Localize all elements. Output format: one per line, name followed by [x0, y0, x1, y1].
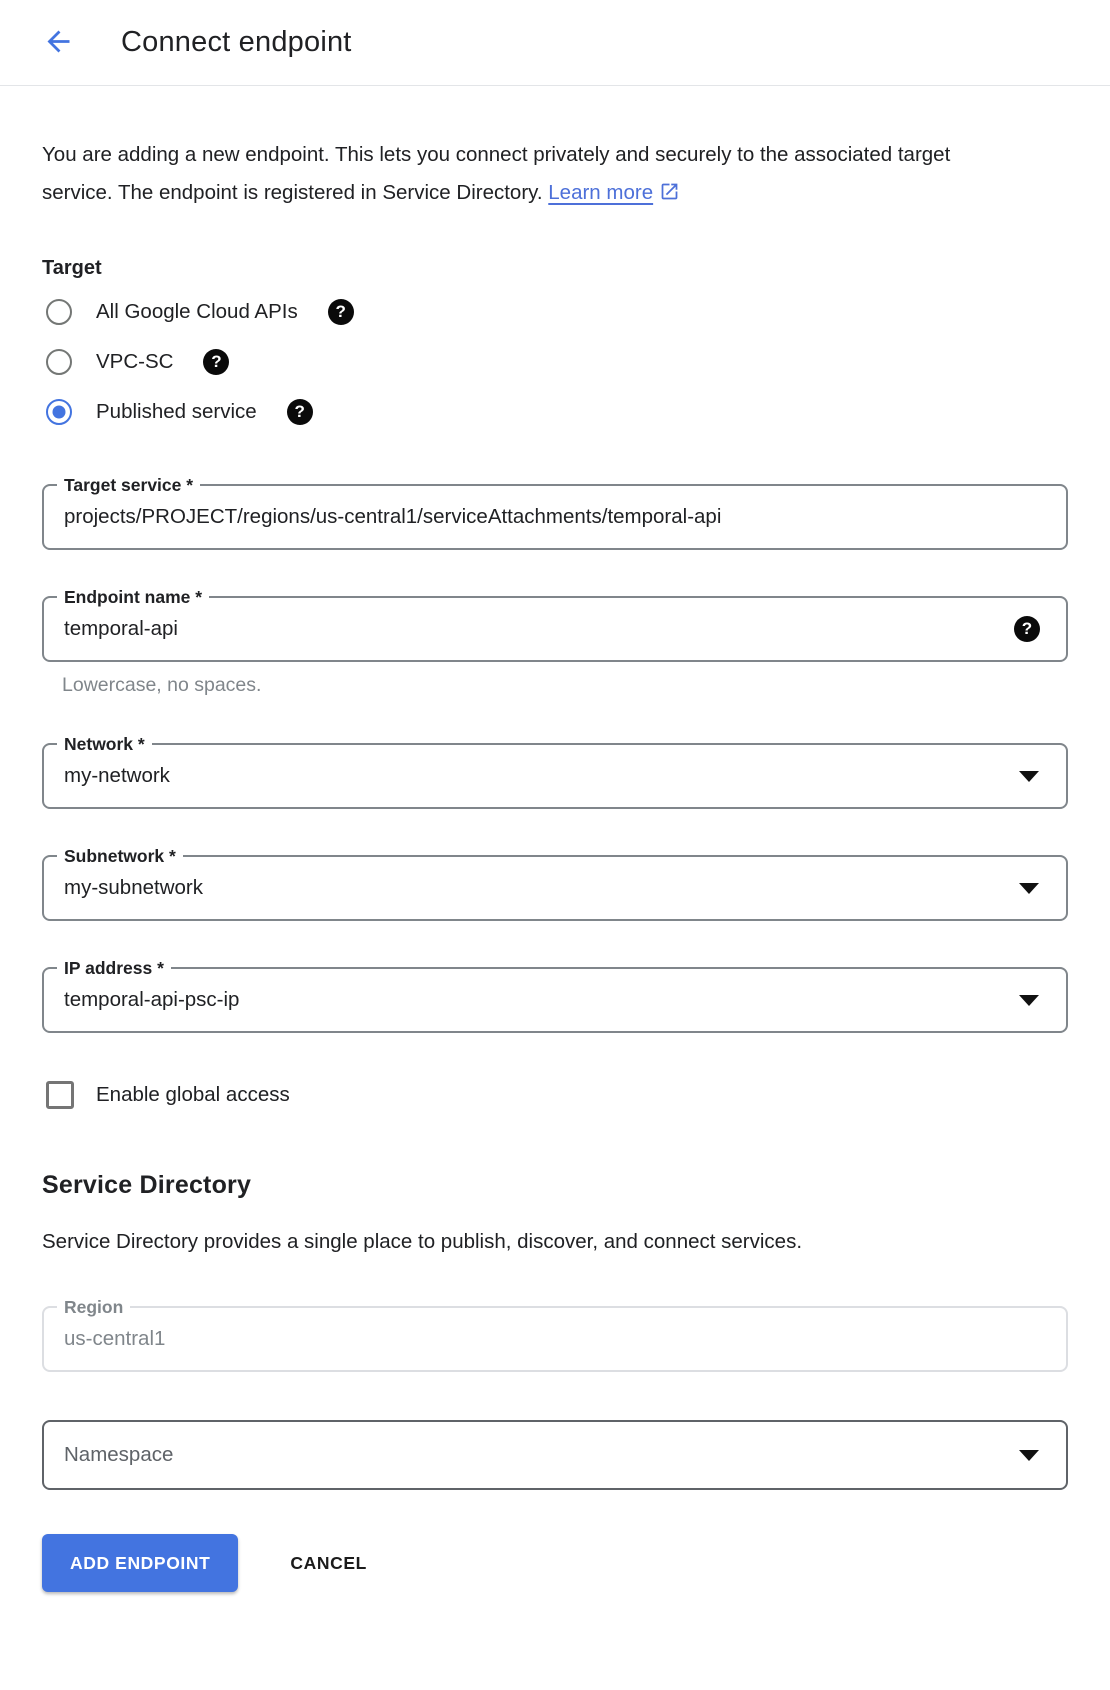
intro-sentence: You are adding a new endpoint. This lets you connect privately and securely to the associated target service. The endpoint is registered in Service Directory.: [42, 143, 951, 204]
form-actions: [42, 1534, 1068, 1592]
add-endpoint-button[interactable]: ADD ENDPOINT: [42, 1534, 238, 1592]
help-icon[interactable]: ?: [328, 299, 354, 325]
region-label: Region: [57, 1295, 130, 1319]
dropdown-caret-icon[interactable]: [1019, 771, 1039, 782]
endpoint-name-label: Endpoint name *: [57, 585, 209, 609]
back-button[interactable]: [40, 25, 76, 61]
dropdown-caret-icon[interactable]: [1019, 995, 1039, 1006]
page-header: [0, 0, 1110, 86]
checkbox-unchecked-icon[interactable]: [46, 1081, 74, 1109]
namespace-placeholder[interactable]: Namespace: [64, 1443, 174, 1466]
ip-address-select[interactable]: [42, 958, 1068, 1033]
service-directory-description: Service Directory provides a single place to publish, discover, and connect services.: [42, 1230, 803, 1253]
intro-text: [42, 136, 967, 215]
radio-icon[interactable]: [46, 349, 72, 375]
endpoint-name-helper: Lowercase, no spaces.: [62, 674, 262, 696]
dropdown-caret-icon[interactable]: [1019, 1450, 1039, 1461]
network-label: Network *: [57, 732, 152, 756]
target-radio-group: [42, 294, 1068, 430]
ip-address-label: IP address *: [57, 956, 171, 980]
network-value[interactable]: my-network: [64, 764, 170, 787]
connect-endpoint-form: [0, 136, 1110, 1632]
service-directory-heading: Service Directory: [42, 1171, 252, 1199]
ip-address-value[interactable]: temporal-api-psc-ip: [64, 988, 240, 1011]
arrow-back-icon: [42, 25, 75, 61]
radio-published-service[interactable]: [42, 394, 1068, 430]
radio-icon-selected[interactable]: [46, 399, 72, 425]
dropdown-caret-icon[interactable]: [1019, 883, 1039, 894]
subnetwork-value[interactable]: my-subnetwork: [64, 876, 203, 899]
radio-label[interactable]: Published service: [96, 400, 257, 423]
subnetwork-select[interactable]: [42, 846, 1068, 921]
help-icon[interactable]: ?: [203, 349, 229, 375]
namespace-select[interactable]: [42, 1420, 1068, 1490]
target-service-field[interactable]: [42, 475, 1068, 550]
subnetwork-label: Subnetwork *: [57, 844, 183, 868]
region-value: us-central1: [64, 1327, 166, 1350]
help-icon[interactable]: ?: [1014, 616, 1040, 642]
region-field-disabled: [42, 1297, 1068, 1372]
target-section-heading: Target: [42, 257, 102, 279]
open-in-new-icon[interactable]: [659, 177, 680, 215]
radio-vpc-sc[interactable]: [42, 344, 1068, 380]
network-select[interactable]: [42, 734, 1068, 809]
endpoint-name-field[interactable]: [42, 587, 1068, 662]
target-service-value[interactable]: projects/PROJECT/regions/us-central1/serviceAttachments/temporal-api: [64, 505, 722, 528]
radio-label[interactable]: All Google Cloud APIs: [96, 300, 298, 323]
radio-label[interactable]: VPC-SC: [96, 350, 174, 373]
radio-icon[interactable]: [46, 299, 72, 325]
learn-more-link[interactable]: Learn more: [548, 181, 654, 204]
endpoint-name-value[interactable]: temporal-api: [64, 617, 178, 640]
enable-global-access-row[interactable]: [42, 1081, 1068, 1109]
target-service-label: Target service *: [57, 473, 200, 497]
radio-all-google-cloud-apis[interactable]: [42, 294, 1068, 330]
cancel-button[interactable]: CANCEL: [290, 1552, 367, 1573]
enable-global-access-label[interactable]: Enable global access: [96, 1083, 290, 1106]
page-title: Connect endpoint: [121, 26, 352, 58]
help-icon[interactable]: ?: [287, 399, 313, 425]
